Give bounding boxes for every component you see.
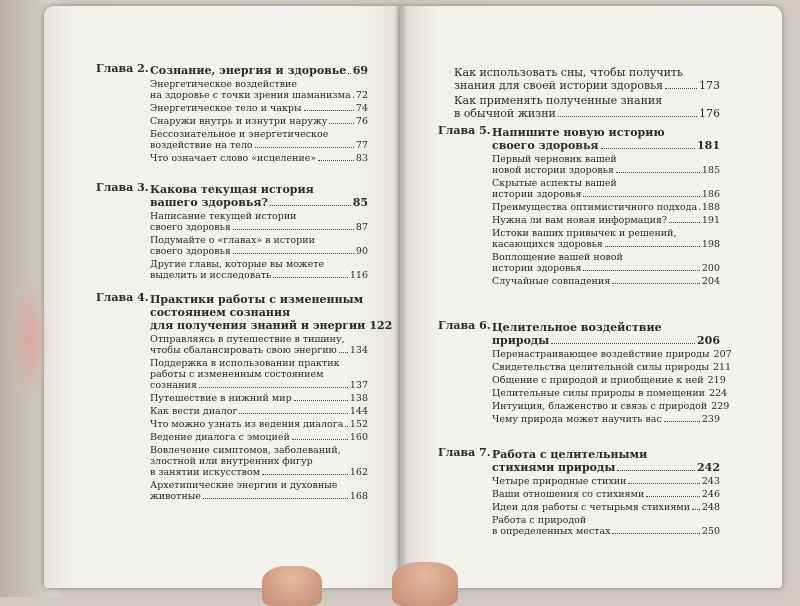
leader-dots bbox=[551, 343, 695, 344]
toc-entry-text: стихиями природы bbox=[492, 461, 616, 474]
toc-entry-line bbox=[150, 345, 368, 356]
toc-entry-line bbox=[454, 79, 720, 92]
chapter-label: Глава 7. bbox=[438, 446, 491, 459]
chapter-entries bbox=[150, 211, 368, 281]
toc-entry-text: Идеи для работы с четырьмя стихиями bbox=[492, 502, 691, 513]
page-number: 176 bbox=[699, 107, 720, 120]
page-number: 200 bbox=[701, 263, 720, 274]
toc-entry-line bbox=[150, 153, 368, 164]
chapter-label: Глава 3. bbox=[96, 181, 149, 194]
toc-entry bbox=[150, 480, 368, 502]
left-thumb bbox=[262, 566, 322, 606]
toc-entry bbox=[492, 362, 732, 373]
page-number: 206 bbox=[697, 334, 720, 347]
toc-entry-text: Подумайте о «главах» в истории bbox=[150, 235, 315, 246]
chapter-entries bbox=[492, 476, 720, 537]
toc-entry-line bbox=[150, 196, 368, 209]
leader-dots bbox=[262, 474, 348, 475]
toc-entry-text: Ведение диалога с эмоцией bbox=[150, 432, 290, 443]
leader-dots bbox=[353, 97, 354, 98]
toc-entry-text: животные bbox=[150, 491, 201, 502]
toc-entry bbox=[150, 293, 393, 332]
leader-dots bbox=[339, 352, 348, 353]
toc-entry bbox=[454, 94, 720, 120]
chapter-heading bbox=[96, 181, 368, 209]
page-number: 181 bbox=[697, 139, 720, 152]
page-number: 69 bbox=[352, 64, 368, 77]
leader-dots bbox=[318, 160, 354, 161]
toc-entry-text: в определенных местах bbox=[492, 526, 611, 537]
page-number: 186 bbox=[701, 189, 720, 200]
toc-entry-line bbox=[492, 489, 720, 500]
toc-entry bbox=[150, 235, 368, 257]
leader-dots bbox=[665, 88, 697, 89]
toc-entry bbox=[492, 448, 720, 474]
toc-entry-text: Как использовать сны, чтобы получить bbox=[454, 66, 683, 79]
toc-entry-line bbox=[150, 406, 368, 417]
chapter-title bbox=[492, 319, 720, 347]
toc-entry-text: Что можно узнать из ведения диалога bbox=[150, 419, 344, 430]
leader-dots bbox=[558, 116, 697, 117]
toc-entry-line bbox=[150, 90, 368, 101]
toc-entry-line bbox=[492, 139, 720, 152]
toc-entry bbox=[150, 445, 368, 478]
toc-entry bbox=[150, 129, 368, 151]
toc-entry bbox=[492, 388, 728, 399]
leader-dots bbox=[233, 253, 354, 254]
toc-entry bbox=[150, 259, 368, 281]
leader-dots bbox=[273, 277, 348, 278]
page-number: 219 bbox=[707, 375, 726, 386]
chapter-label: Глава 4. bbox=[96, 291, 149, 304]
toc-entry-text: Ваши отношения со стихиями bbox=[492, 489, 645, 500]
leader-dots bbox=[583, 196, 699, 197]
page-number: 122 bbox=[369, 319, 393, 332]
toc-entry bbox=[492, 126, 720, 152]
page-number: 85 bbox=[352, 196, 368, 209]
chapter-entries bbox=[492, 154, 720, 287]
toc-entry bbox=[150, 153, 368, 164]
toc-entry bbox=[150, 79, 368, 101]
toc-entry-text: Путешествие в нижний мир bbox=[150, 393, 292, 404]
page-number: 76 bbox=[355, 116, 368, 127]
leader-dots bbox=[612, 533, 699, 534]
toc-entry-line bbox=[492, 263, 720, 274]
toc-entry bbox=[492, 154, 720, 176]
page-number: 198 bbox=[701, 239, 720, 250]
toc-entry-line bbox=[150, 467, 368, 478]
toc-entry-text: Четыре природные стихии bbox=[492, 476, 627, 487]
toc-entry-line bbox=[492, 375, 726, 386]
toc-entry-line bbox=[150, 393, 368, 404]
chapter-entries bbox=[492, 349, 732, 425]
toc-entry bbox=[150, 64, 368, 77]
leader-dots bbox=[664, 421, 700, 422]
toc-entry-text: в занятии искусством bbox=[150, 467, 261, 478]
chapter-block bbox=[96, 291, 393, 502]
leader-dots bbox=[348, 73, 350, 74]
chapter-title bbox=[150, 291, 393, 332]
chapter-entries bbox=[150, 79, 368, 164]
page-number: 173 bbox=[699, 79, 720, 92]
leader-dots bbox=[294, 400, 348, 401]
chapter-heading bbox=[438, 124, 720, 152]
chapter-title bbox=[492, 446, 720, 474]
chapter-heading bbox=[96, 291, 393, 332]
chapter-title bbox=[150, 62, 368, 77]
toc-entry-line bbox=[492, 461, 720, 474]
toc-entry bbox=[492, 202, 720, 213]
toc-entry bbox=[150, 419, 368, 430]
toc-entry-line bbox=[492, 388, 728, 399]
leader-dots bbox=[628, 483, 699, 484]
leader-dots bbox=[345, 426, 347, 427]
leader-dots bbox=[239, 413, 347, 414]
page-number: 229 bbox=[711, 401, 730, 412]
toc-entry-text: состоянием сознания bbox=[150, 306, 291, 319]
toc-entry-line bbox=[150, 140, 368, 151]
chapter-block bbox=[96, 62, 368, 164]
page-number: 87 bbox=[355, 222, 368, 233]
toc-entry bbox=[492, 321, 720, 347]
toc-entry-line bbox=[150, 64, 368, 77]
toc-entry bbox=[454, 66, 720, 92]
toc-entry-text: Что означает слово «исцеление» bbox=[150, 153, 317, 164]
toc-entry-text: Снаружи внутрь и изнутри наружу bbox=[150, 116, 328, 127]
leader-dots bbox=[616, 172, 700, 173]
toc-entry-text: Интуиция, блаженство и связь с природой bbox=[492, 401, 708, 412]
toc-entry-text: Целительное воздействие bbox=[492, 321, 662, 334]
toc-entry-text: чтобы сбалансировать свою энергию bbox=[150, 345, 337, 356]
toc-entry-line bbox=[492, 202, 720, 213]
toc-entry-text: Энергетическое тело и чакры bbox=[150, 103, 302, 114]
toc-entry-line bbox=[492, 414, 720, 425]
toc-entry-line bbox=[150, 491, 368, 502]
chapter-block bbox=[438, 124, 720, 287]
page-number: 90 bbox=[355, 246, 368, 257]
toc-entry bbox=[492, 178, 720, 200]
toc-entry-line bbox=[492, 276, 720, 287]
toc-entry-text: истории здоровья bbox=[492, 189, 582, 200]
chapter-label: Глава 6. bbox=[438, 319, 491, 332]
page-number: 74 bbox=[355, 103, 368, 114]
toc-entry bbox=[150, 334, 368, 356]
toc-entry-text: природы bbox=[492, 334, 550, 347]
leader-dots bbox=[233, 229, 354, 230]
leader-dots bbox=[617, 470, 695, 471]
chapter-block bbox=[96, 181, 368, 281]
toc-entry bbox=[492, 476, 720, 487]
toc-entry-text: касающихся здоровья bbox=[492, 239, 603, 250]
leader-dots bbox=[601, 148, 695, 149]
toc-entry-text: Отправляясь в путешествие в тишину, bbox=[150, 334, 345, 345]
toc-entry-text: Нужна ли вам новая информация? bbox=[492, 215, 667, 226]
page-number: 248 bbox=[701, 502, 720, 513]
page-number: 211 bbox=[712, 362, 732, 373]
toc-entry-text: Скрытые аспекты вашей bbox=[492, 178, 617, 189]
toc-entry bbox=[492, 276, 720, 287]
toc-entry-text: Работа с природой bbox=[492, 515, 587, 526]
toc-entry-line bbox=[150, 319, 393, 332]
leader-dots bbox=[605, 246, 700, 247]
page-number: 185 bbox=[701, 165, 720, 176]
leader-dots bbox=[583, 270, 699, 271]
toc-entry-text: Работа с целительными bbox=[492, 448, 648, 461]
toc-entry-line bbox=[454, 107, 720, 120]
leader-dots bbox=[199, 387, 348, 388]
toc-entry bbox=[150, 103, 368, 114]
page-number: 152 bbox=[349, 419, 368, 430]
leader-dots bbox=[669, 222, 700, 223]
toc-entry-line bbox=[492, 401, 730, 412]
toc-entry-text: злостной или внутренних фигур bbox=[150, 456, 313, 467]
toc-entry bbox=[150, 393, 368, 404]
toc-entry bbox=[150, 432, 368, 443]
leader-dots bbox=[699, 209, 700, 210]
toc-entry-text: Поддержка в использовании практик bbox=[150, 358, 340, 369]
toc-entry bbox=[150, 116, 368, 127]
leader-dots bbox=[292, 439, 348, 440]
page-number: 144 bbox=[349, 406, 368, 417]
page-edge-tint bbox=[10, 280, 50, 400]
toc-entry-text: Перенастраивающее воздействие природы bbox=[492, 349, 710, 360]
page-number: 116 bbox=[349, 270, 368, 281]
toc-entry-text: Вовлечение симптомов, заболеваний, bbox=[150, 445, 341, 456]
toc-entry-text: Преимущества оптимистичного подхода bbox=[492, 202, 698, 213]
toc-entry-text: Бессознательное и энергетическое bbox=[150, 129, 329, 140]
toc-entry-text: Общение с природой и приобщение к ней bbox=[492, 375, 704, 386]
toc-entry-text: Напишите новую историю bbox=[492, 126, 665, 139]
book-spine bbox=[394, 6, 408, 588]
page-number: 246 bbox=[701, 489, 720, 500]
leader-dots bbox=[203, 498, 348, 499]
toc-entry-text: в обычной жизни bbox=[454, 107, 556, 120]
toc-entry-text: знания для своей истории здоровья bbox=[454, 79, 664, 92]
toc-entry-line bbox=[492, 526, 720, 537]
toc-entry-text: Чему природа может научить вас bbox=[492, 414, 662, 425]
toc-entry-text: для получения знаний и энергии bbox=[150, 319, 366, 332]
toc-entry-text: сознания bbox=[150, 380, 197, 391]
chapter-block bbox=[438, 446, 720, 537]
toc-entry-line bbox=[150, 222, 368, 233]
toc-entry-text: своего здоровья bbox=[150, 222, 231, 233]
toc-entry-text: истории здоровья bbox=[492, 263, 582, 274]
page-number: 168 bbox=[349, 491, 368, 502]
page-number: 138 bbox=[349, 393, 368, 404]
chapter-title bbox=[492, 124, 720, 152]
chapter-title bbox=[150, 181, 368, 209]
toc-entry-text: Случайные совпадения bbox=[492, 276, 611, 287]
page-number: 72 bbox=[355, 90, 368, 101]
toc-entry bbox=[150, 358, 368, 391]
page-number: 239 bbox=[701, 414, 720, 425]
page-number: 77 bbox=[355, 140, 368, 151]
toc-entry-line bbox=[150, 270, 368, 281]
toc-entry bbox=[492, 228, 720, 250]
toc-entry-text: Целительные силы природы в помещении bbox=[492, 388, 706, 399]
toc-entry bbox=[150, 211, 368, 233]
leader-dots bbox=[270, 205, 351, 206]
toc-entry bbox=[492, 375, 726, 386]
leader-dots bbox=[255, 147, 354, 148]
page-number: 191 bbox=[701, 215, 720, 226]
toc-entry-text: вашего здоровья? bbox=[150, 196, 268, 209]
chapter-label: Глава 5. bbox=[438, 124, 491, 137]
toc-entry-text: Свидетельства целительной силы природы bbox=[492, 362, 709, 373]
toc-entry-text: своего здоровья bbox=[492, 139, 599, 152]
toc-entry-line bbox=[150, 116, 368, 127]
toc-entry-line bbox=[492, 239, 720, 250]
toc-entry-line bbox=[492, 165, 720, 176]
toc-entry-text: Воплощение вашей новой bbox=[492, 252, 623, 263]
chapter-heading bbox=[438, 319, 720, 347]
toc-entry-text: выделить и исследовать bbox=[150, 270, 272, 281]
toc-entry-text: Другие главы, которые вы можете bbox=[150, 259, 325, 270]
toc-entry-line bbox=[492, 502, 720, 513]
toc-entry-line bbox=[492, 334, 720, 347]
page-number: 250 bbox=[701, 526, 720, 537]
toc-entry-text: воздействие на тело bbox=[150, 140, 253, 151]
chapter-label: Глава 2. bbox=[96, 62, 149, 75]
right-thumb bbox=[392, 562, 458, 606]
toc-entry-text: Архетипические энергии и духовные bbox=[150, 480, 338, 491]
chapter-heading bbox=[96, 62, 368, 77]
toc-entry-line bbox=[150, 246, 368, 257]
toc-entry bbox=[492, 401, 730, 412]
page-number: 243 bbox=[701, 476, 720, 487]
toc-entry-line bbox=[492, 215, 720, 226]
toc-entry-text: новой истории здоровья bbox=[492, 165, 614, 176]
toc-entry-text: Первый черновик вашей bbox=[492, 154, 617, 165]
toc-entry bbox=[150, 406, 368, 417]
leader-dots bbox=[612, 283, 700, 284]
toc-entry-text: Как применять полученные знания bbox=[454, 94, 663, 107]
page-number: 162 bbox=[349, 467, 368, 478]
toc-entry-text: Истоки ваших привычек и решений, bbox=[492, 228, 677, 239]
toc-entry-line bbox=[150, 380, 368, 391]
leader-dots bbox=[304, 110, 354, 111]
toc-entry-text: Какова текущая история bbox=[150, 183, 314, 196]
toc-entry-text: на здоровье с точки зрения шаманизма bbox=[150, 90, 351, 101]
continuation-entries bbox=[454, 64, 720, 120]
toc-entry-line bbox=[150, 103, 368, 114]
page-number: 134 bbox=[349, 345, 368, 356]
toc-entry-text: работы с измененным состоянием bbox=[150, 369, 324, 380]
leader-dots bbox=[329, 123, 354, 124]
toc-entry-line bbox=[492, 189, 720, 200]
toc-entry bbox=[492, 489, 720, 500]
toc-entry bbox=[492, 502, 720, 513]
leader-dots bbox=[692, 509, 700, 510]
chapter-entries bbox=[150, 334, 368, 502]
toc-entry-line bbox=[492, 362, 732, 373]
toc-entry-text: Практики работы с измененным bbox=[150, 293, 364, 306]
toc-entry bbox=[492, 215, 720, 226]
page-number: 188 bbox=[701, 202, 720, 213]
chapter-heading bbox=[438, 446, 720, 474]
page-number: 160 bbox=[349, 432, 368, 443]
toc-entry-line bbox=[150, 432, 368, 443]
toc-entry-line bbox=[492, 349, 732, 360]
toc-entry-text: Написание текущей истории bbox=[150, 211, 297, 222]
page-number: 207 bbox=[713, 349, 732, 360]
page-number: 137 bbox=[349, 380, 368, 391]
toc-entry bbox=[492, 414, 720, 425]
page-number: 224 bbox=[709, 388, 728, 399]
toc-entry bbox=[492, 349, 732, 360]
toc-entry-text: Энергетическое воздействие bbox=[150, 79, 297, 90]
toc-entry-line bbox=[150, 419, 368, 430]
toc-entry-line bbox=[492, 476, 720, 487]
toc-entry bbox=[492, 252, 720, 274]
page-number: 83 bbox=[355, 153, 368, 164]
chapter-block bbox=[438, 319, 732, 425]
page-number: 242 bbox=[697, 461, 720, 474]
toc-entry-text: своего здоровья bbox=[150, 246, 231, 257]
page-number: 204 bbox=[701, 276, 720, 287]
toc-entry-text: Как вести диалог bbox=[150, 406, 238, 417]
toc-entry bbox=[492, 515, 720, 537]
leader-dots bbox=[646, 496, 700, 497]
toc-entry bbox=[150, 183, 368, 209]
toc-entry-text: Сознание, энергия и здоровье bbox=[150, 64, 347, 77]
